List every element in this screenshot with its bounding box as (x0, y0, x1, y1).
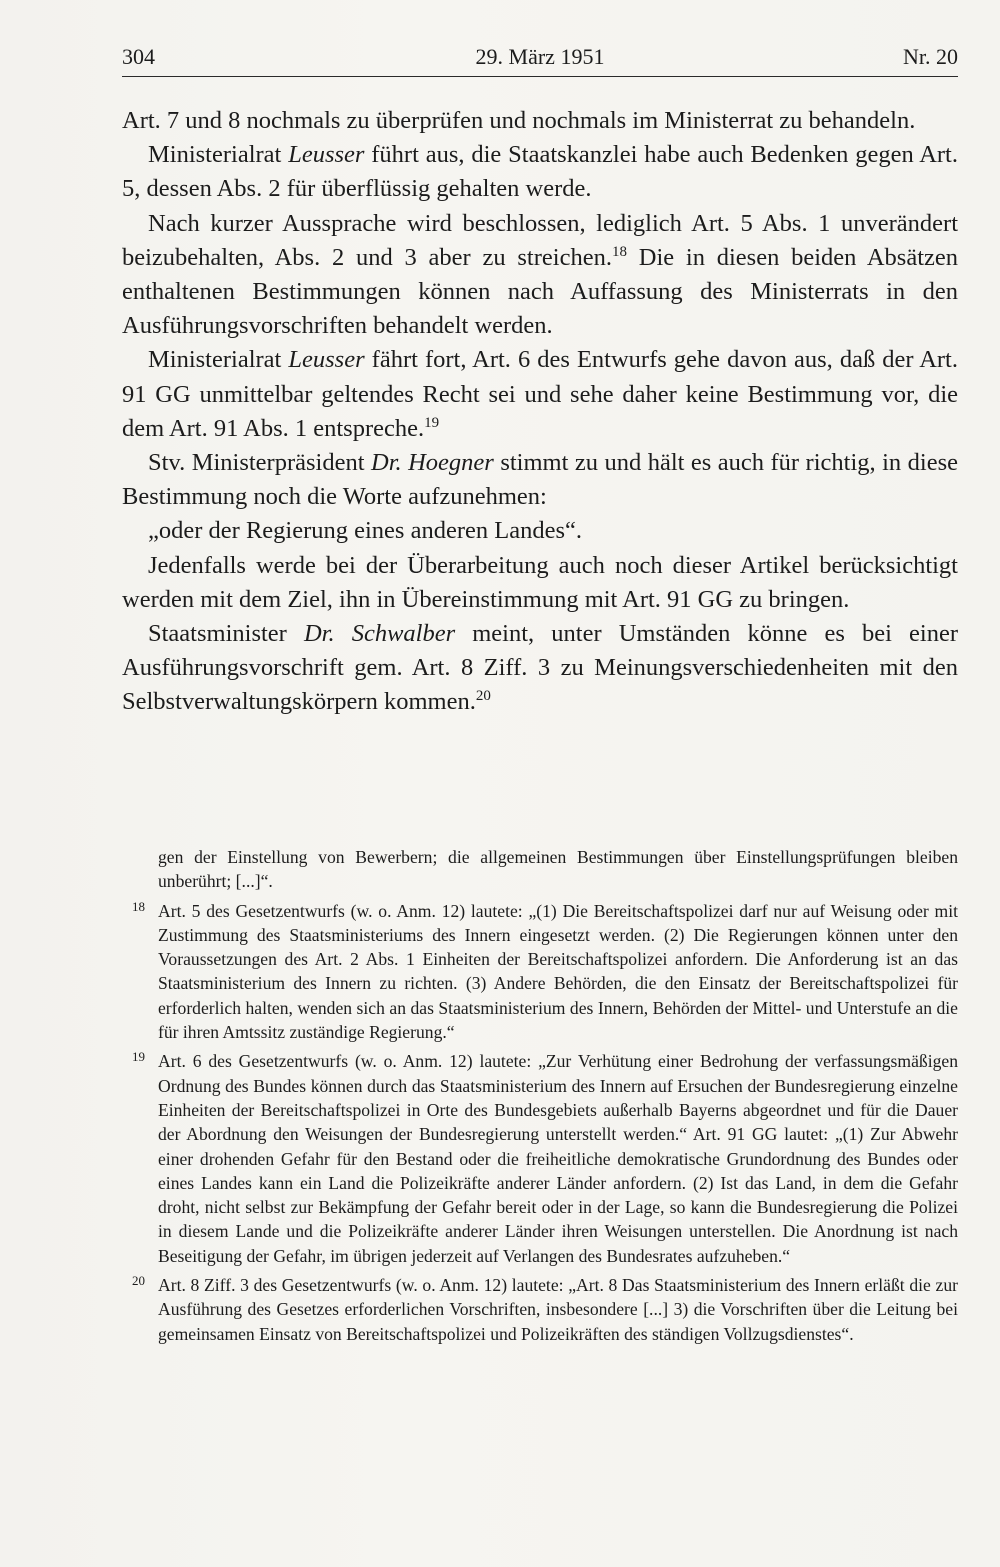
paragraph-text: Staatsminister (148, 620, 304, 648)
paragraph-text: Nach kurzer Aussprache wird beschlossen, lediglich Art. 5 Abs. 1 unverändert beizubehalten, Abs. 2 und 3 aber zu streichen. (122, 209, 958, 271)
paragraph (122, 343, 958, 446)
footnote-reference[interactable]: 20 (475, 688, 491, 705)
paragraph-text: Die in diesen beiden Absätzen enthaltenen Bestimmungen können nach Auffassung des Ministerrats in den Ausführungsvorschriften behandelt werden. (122, 243, 958, 340)
paragraph-text: Art. 7 und 8 nochmals zu überprüfen und nochmals im Ministerrat zu behandeln. (122, 107, 916, 134)
paragraph (122, 138, 958, 206)
footnote-text: Art. 5 des Gesetzentwurfs (w. o. Anm. 12) lautete: „(1) Die Bereitschaftspolizei darf nur auf Weisung oder mit Zustimmung des Staatsministeriums des Innern eingesetzt werden. (2) Die Regierungen können unter den Voraussetzungen des Art. 2 Abs. 1 Einheiten der Bereitschaftspolizei anfordern. Die Anforderung ist an das Staatsministerium des Innern zu richten. (3) Andere Behörden, die den Einsatz der Bereitschaftspolizei für erforderlich halten, wenden sich an das Staatsministerium des Innern, Behörden der Mittel- und Unterstufe an die für ihren Amtssitz zuständige Regierung.“ (158, 900, 958, 1043)
footnote-number: 19 (132, 1049, 145, 1065)
main-text (122, 104, 958, 720)
footnote (122, 1273, 958, 1346)
footnote-continuation (122, 845, 958, 894)
footnote (122, 1049, 958, 1268)
footnote-number: 20 (132, 1273, 145, 1289)
header-rule (122, 76, 958, 77)
footnote-reference[interactable]: 18 (611, 243, 627, 260)
footnote-text: Art. 6 des Gesetzentwurfs (w. o. Anm. 12) lautete: „Zur Verhütung einer Bedrohung der verfassungsmäßigen Ordnung des Bundes können durch das Staatsministerium des Innern auf Ersuchen der Bundesregierung einzelne Einheiten der Bereitschaftspolizei in Orte des Bundesgebiets außerhalb Bayerns abgeordnet und für die Dauer der Abordnung den Weisungen der Bundesregierung unterstellt werden.“ Art. 91 GG lautet: „(1) Zur Abwehr einer drohenden Gefahr für den Bestand oder die freiheitliche demokratische Grundordnung des Bundes oder eines Landes kann ein Land die Polizeikräfte anderer Länder anfordern. (2) Ist das Land, in dem die Gefahr droht, nicht selbst zur Bekämpfung der Gefahr bereit oder in der Lage, so kann die Bundesregierung die Polizei in diesem Lande und die Polizeikräfte anderer Länder ihren Weisungen unterstellen. Die Anordnung ist nach Beseitigung der Gefahr, im übrigen jederzeit auf Verlangen des Bundesrates aufzuheben.“ (158, 1051, 958, 1266)
paragraph (122, 446, 958, 514)
quotation: „oder der Regierung eines anderen Landes“. (148, 517, 582, 545)
paragraph-text: fährt fort, Art. 6 des Entwurfs gehe davon aus, daß der Art. 91 GG unmittelbar geltendes Recht sei und sehe daher keine Bestimmung vor, die dem Art. 91 Abs. 1 entspreche. (122, 346, 958, 442)
footnote-number: 18 (132, 898, 145, 914)
footnote-text: gen der Einstellung von Bewerbern; die allgemeinen Bestimmungen über Einstellungsprüfungen bleiben unberührt; [...]“. (158, 847, 958, 892)
paragraph-text: stimmt zu und hält es auch für richtig, in diese Bestimmung noch die Worte aufzunehmen: (122, 449, 958, 511)
speaker-name: Dr. Hoegner (371, 449, 494, 477)
paragraph (122, 104, 958, 138)
paragraph-text: Ministerialrat (148, 141, 289, 169)
footnote (122, 899, 958, 1045)
speaker-name: Dr. Schwalber (303, 620, 456, 648)
paragraph-text: Jedenfalls werde bei der Überarbeitung auch noch dieser Artikel berücksichtigt werden mit dem Ziel, ihn in Übereinstimmung mit Art. 91 GG zu bringen. (122, 551, 958, 613)
paragraph (122, 207, 958, 344)
paragraph (122, 514, 958, 548)
paragraph (122, 617, 958, 720)
footnote-text: Art. 8 Ziff. 3 des Gesetzentwurfs (w. o. Anm. 12) lautete: „Art. 8 Das Staatsministerium des Innern erläßt die zur Ausführung des Gesetzes erforderlichen Vorschriften, insbesondere [...] 3) die Vorschriften über die Leitung bei gemeinsamen Einsatz von Bereitschaftspolizei und Polizeikräften des ständigen Vollzugsdienstes“. (158, 1275, 958, 1344)
running-head (122, 40, 958, 74)
page-number: 304 (122, 44, 155, 69)
footnote-reference[interactable]: 19 (424, 414, 440, 431)
paragraph-text: führt aus, die Staatskanzlei habe auch Bedenken gegen Art. 5, dessen Abs. 2 für überflüssig gehalten werde. (122, 141, 958, 203)
paragraph (122, 549, 958, 617)
paragraph-text: Ministerialrat (148, 346, 289, 374)
speaker-name: Leusser (288, 346, 365, 374)
paragraph-text: meint, unter Umständen könne es bei einer Ausführungsvorschrift gem. Art. 8 Ziff. 3 zu Meinungsverschiedenheiten mit den Selbstverwaltungskörpern kommen. (122, 620, 958, 716)
header-date: 29. März 1951 (475, 44, 605, 69)
paragraph-text: Stv. Ministerpräsident (148, 449, 371, 477)
issue-number: Nr. 20 (903, 44, 958, 69)
speaker-name: Leusser (288, 141, 365, 169)
footnotes (122, 845, 958, 1351)
